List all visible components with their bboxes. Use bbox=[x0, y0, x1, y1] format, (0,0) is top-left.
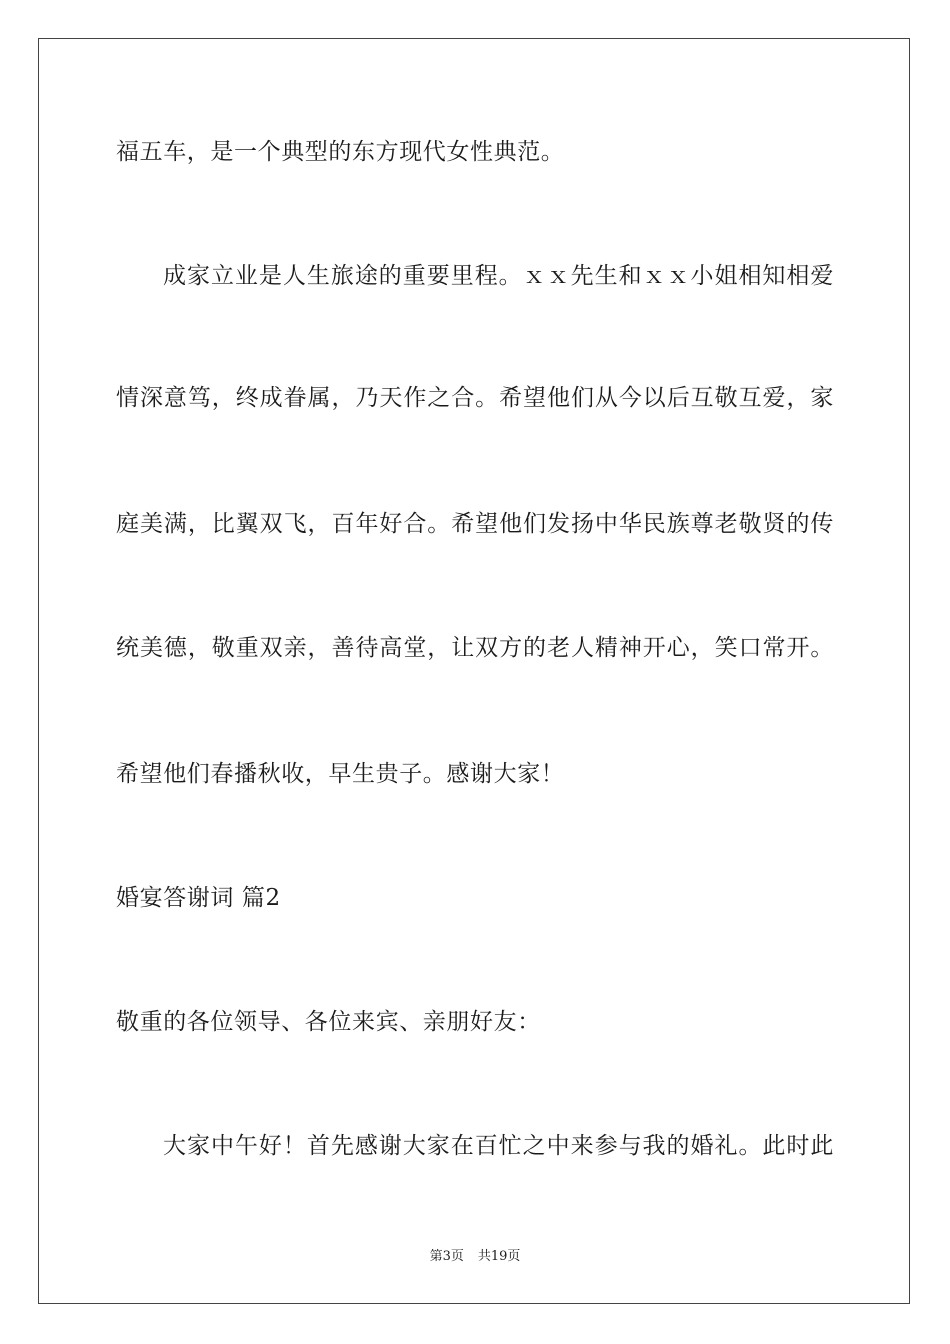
paragraph-line-9: 大家中午好！首先感谢大家在百忙之中来参与我的婚礼。此时此 bbox=[163, 1133, 834, 1159]
paragraph-line-2: 成家立业是人生旅途的重要里程。ｘｘ先生和ｘｘ小姐相知相爱 bbox=[163, 263, 834, 289]
paragraph-line-5: 统美德，敬重双亲，善待高堂，让双方的老人精神开心，笑口常开。 bbox=[116, 635, 834, 661]
paragraph-line-3: 情深意笃，终成眷属，乃天作之合。希望他们从今以后互敬互爱，家 bbox=[116, 385, 834, 411]
section-heading: 婚宴答谢词 篇2 bbox=[116, 885, 281, 911]
paragraph-line-6: 希望他们春播秋收，早生贵子。感谢大家！ bbox=[116, 761, 565, 787]
page-total: 共19页 bbox=[477, 1249, 521, 1264]
page-number: 第3页 bbox=[429, 1249, 464, 1264]
paragraph-line-1: 福五车，是一个典型的东方现代女性典范。 bbox=[116, 139, 565, 165]
greeting-line: 敬重的各位领导、各位来宾、亲朋好友： bbox=[116, 1009, 541, 1035]
page-border bbox=[38, 38, 910, 1304]
page-footer bbox=[0, 1248, 950, 1266]
paragraph-line-4: 庭美满，比翼双飞，百年好合。希望他们发扬中华民族尊老敬贤的传 bbox=[116, 511, 834, 537]
